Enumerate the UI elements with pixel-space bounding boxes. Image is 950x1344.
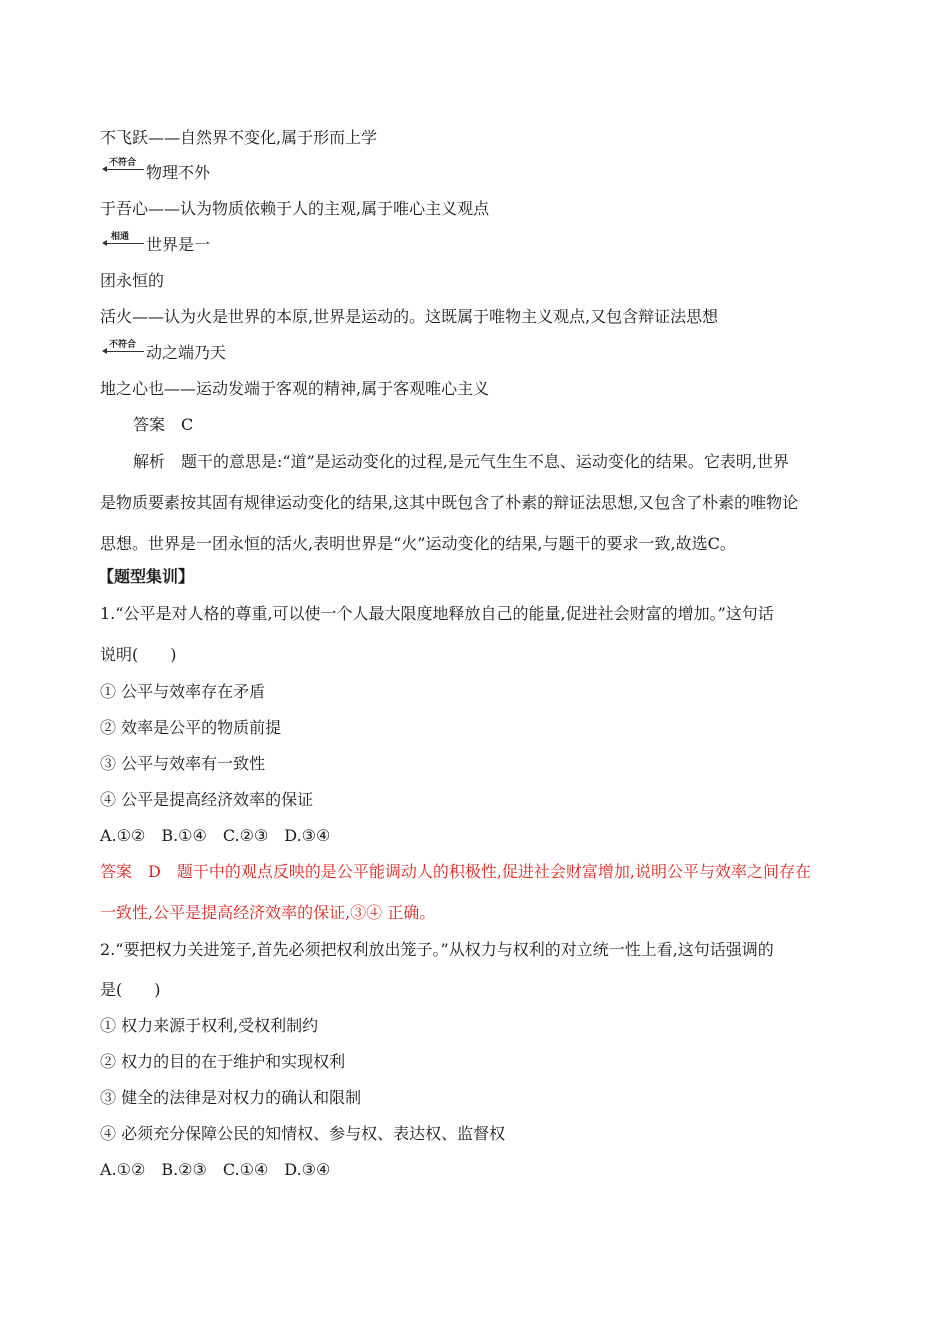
option-item: ③ 健全的法律是对权力的确认和限制 — [100, 1088, 362, 1107]
option-item: ③ 公平与效率有一致性 — [100, 754, 266, 773]
text-line: 地之心也——运动发端于客观的精神,属于客观唯心主义 — [100, 379, 490, 398]
text-line: 物理不外 — [146, 163, 211, 182]
answer-explanation: 一致性,公平是提高经济效率的保证,③④ 正确。 — [100, 903, 436, 922]
tag-underline — [104, 243, 144, 245]
text-line: 活火——认为火是世界的本原,世界是运动的。这既属于唯物主义观点,又包含辩证法思想 — [100, 307, 719, 326]
option-item: ① 公平与效率存在矛盾 — [100, 682, 266, 701]
option-item: ① 权力来源于权利,受权利制约 — [100, 1016, 319, 1035]
answer-line: 答案 C — [133, 415, 194, 434]
tag-label: 不符合 — [109, 340, 137, 350]
match-tag — [102, 232, 144, 246]
question-stem: 2.“要把权力关进笼子,首先必须把权利放出笼子。”从权力与权利的对立统一性上看,这句话强调的 — [100, 940, 774, 959]
choice-line: A.①② B.②③ C.①④ D.③④ — [100, 1160, 331, 1179]
tag-underline — [104, 169, 144, 171]
answer-explanation: 答案 D 题干中的观点反映的是公平能调动人的积极性,促进社会财富增加,说明公平与效率之间存在 — [100, 862, 812, 881]
option-item: ④ 公平是提高经济效率的保证 — [100, 790, 314, 809]
mismatch-tag — [102, 158, 144, 172]
text-line: 动之端乃天 — [146, 343, 227, 362]
tag-underline — [104, 351, 144, 353]
tag-label: 相通 — [111, 232, 130, 242]
question-stem: 是( ) — [100, 980, 161, 999]
option-item: ② 效率是公平的物质前提 — [100, 718, 282, 737]
option-item: ② 权力的目的在于维护和实现权利 — [100, 1052, 346, 1071]
text-line: 不飞跃——自然界不变化,属于形而上学 — [100, 128, 378, 147]
option-item: ④ 必须充分保障公民的知情权、参与权、表达权、监督权 — [100, 1124, 506, 1143]
arrow-left-icon — [102, 240, 107, 246]
tag-label: 不符合 — [109, 158, 137, 168]
text-line: 世界是一 — [146, 235, 211, 254]
arrow-left-icon — [102, 348, 107, 354]
analysis-line: 思想。世界是一团永恒的活火,表明世界是“火”运动变化的结果,与题干的要求一致,故选C。 — [100, 534, 736, 553]
question-stem: 1.“公平是对人格的尊重,可以使一个人最大限度地释放自己的能量,促进社会财富的增加。”这句话 — [100, 604, 774, 623]
question-stem: 说明( ) — [100, 645, 177, 664]
analysis-line: 是物质要素按其固有规律运动变化的结果,这其中既包含了朴素的辩证法思想,又包含了朴素的唯物论 — [100, 493, 799, 512]
text-line: 于吾心——认为物质依赖于人的主观,属于唯心主义观点 — [100, 199, 490, 218]
choice-line: A.①② B.①④ C.②③ D.③④ — [100, 826, 331, 845]
mismatch-tag — [102, 340, 144, 354]
analysis-line: 解析 题干的意思是:“道”是运动变化的过程,是元气生生不息、运动变化的结果。它表明,世界 — [133, 452, 789, 471]
text-line: 团永恒的 — [100, 271, 165, 290]
section-title: 【题型集训】 — [98, 567, 195, 586]
arrow-left-icon — [102, 166, 107, 172]
